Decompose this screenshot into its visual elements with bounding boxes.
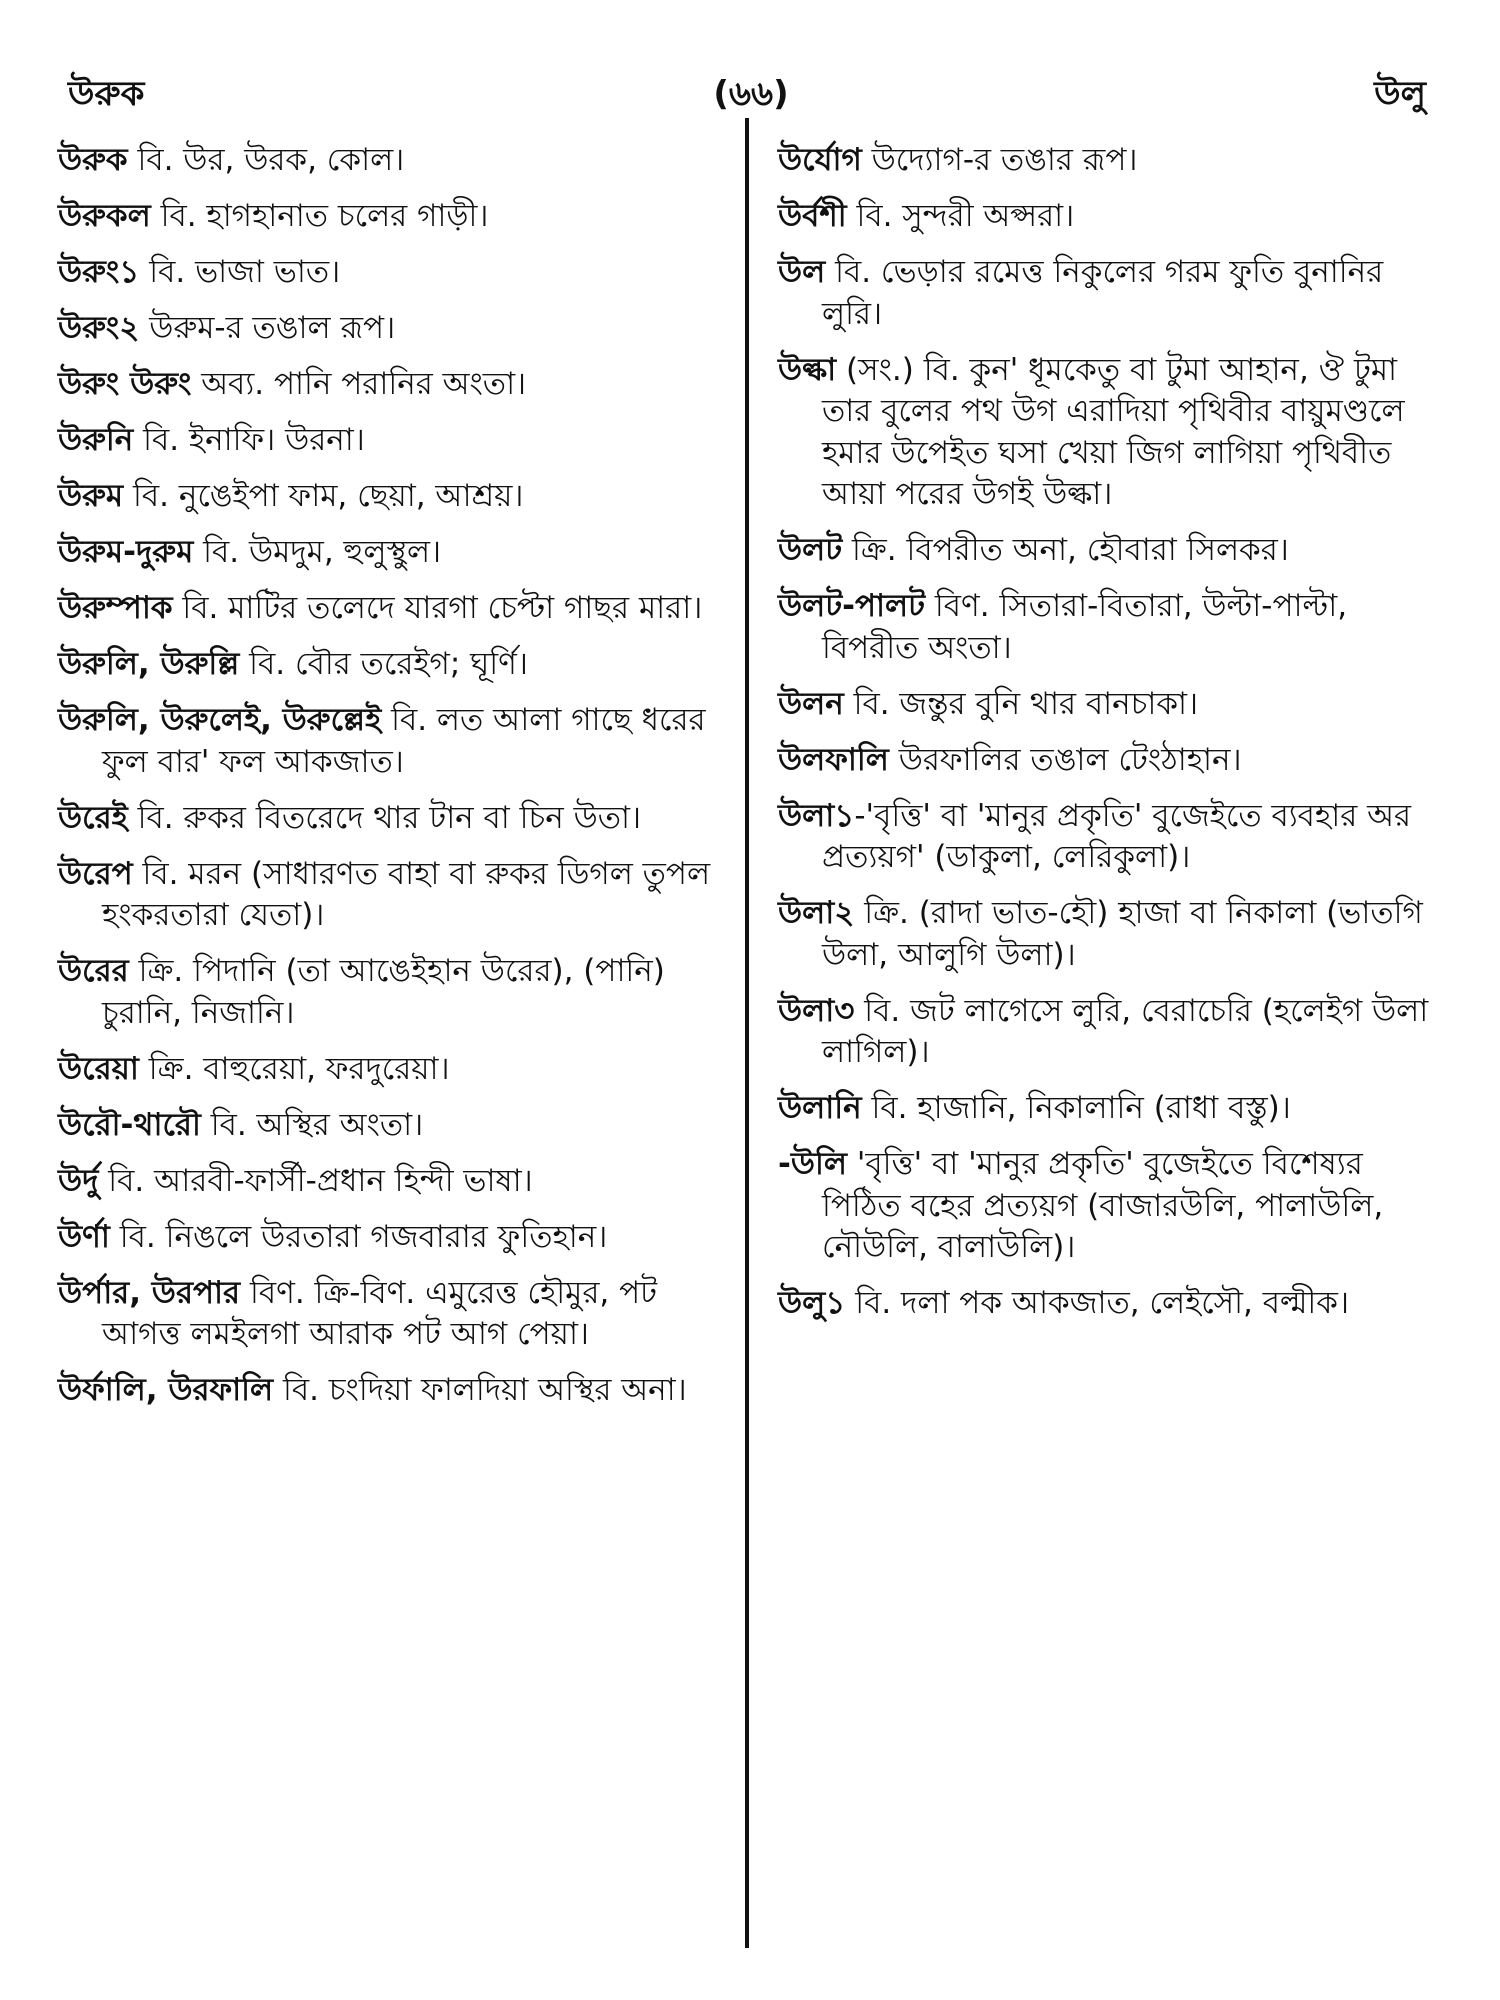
definition: বি. অস্থির অংতা। [200,1106,424,1143]
headword: উরুং উরুং [58,366,192,402]
headword: উরুকল [58,198,151,234]
dictionary-entry [58,364,720,406]
headword: উরুং১ [58,254,140,290]
dictionary-entry [778,586,1450,669]
headword: উরেই [58,799,128,836]
dictionary-entry [778,893,1450,976]
definition: বি. ইনাফি। উরনা। [133,422,365,458]
dictionary-entry [778,350,1450,516]
headword: উর্বশী [778,198,847,234]
definition: বি. বৌর তরেইগ; ঘূর্ণি। [239,646,528,682]
definition: বি. সুন্দরী অপ্সরা। [846,198,1075,234]
dictionary-entry [778,1283,1450,1325]
headword: উলট-পালট [778,588,926,624]
headword: উরুলি, উরুল্লি [58,646,240,682]
headword: উরের [58,953,129,989]
dictionary-entry [58,308,720,350]
headword: -উলি [778,1146,847,1182]
definition: বি. ভেড়ার রমেত্ত নিকুলের গরম ফুতি বুনানির লুরি। [822,254,1384,332]
dictionary-entry [58,798,720,840]
headword: উলানি [778,1090,862,1126]
header-right-guide-word: উলু [1374,74,1426,114]
definition: বি. রুকর বিতরেদে থার টান বা চিন উতা। [127,799,642,836]
dictionary-entry [58,196,720,238]
dictionary-entry [58,1105,720,1147]
dictionary-entry [778,991,1450,1074]
definition: অব্য. পানি পরানির অংতা। [191,366,527,402]
definition: ক্রি. বিপরীত অনা, হৌবারা সিলকর। [842,532,1289,568]
dictionary-entry [58,1217,720,1259]
dictionary-entry [58,700,720,783]
dictionary-entry [778,252,1450,335]
definition: বি. নুঙেইপা ফাম, ছেয়া, আশ্রয়। [123,478,524,514]
dictionary-entry [778,684,1450,726]
definition: ক্রি. (রাদা ভাত-হৌ) হাজা বা নিকালা (ভাতগি উলা, আলুগি উলা)। [822,895,1423,973]
left-column [58,140,720,1426]
dictionary-entry [778,196,1450,238]
dictionary-entry [58,1273,720,1356]
dictionary-entry [778,1144,1450,1269]
headword: উলফালি [778,741,889,778]
dictionary-entry [58,476,720,518]
definition: উরুম-র তঙাল রূপ। [139,310,396,346]
definition: বিণ. ক্রি-বিণ. এমুরেত্ত হৌমুর, পট আগত্ত লমইলগা আরাক পট আগ পেয়া। [102,1274,658,1352]
headword: উল্কা [778,351,837,388]
definition: বি. আরবী-ফার্সী-প্রধান হিন্দী ভাষা। [98,1162,533,1199]
definition: উরফালির তঙাল টেংঠাহান। [888,741,1242,778]
right-column [778,140,1450,1339]
headword: উরৌ-থারৌ [58,1106,201,1143]
definition: উদ্যোগ-র তঙার রূপ। [861,142,1138,178]
definition: বি. উর, উরক, কোল। [127,142,405,178]
dictionary-entry [58,420,720,462]
dictionary-entry [58,644,720,686]
dictionary-entry [58,588,720,630]
dictionary-entry [58,252,720,294]
definition: বি. মরন (সাধারণত বাহা বা রুকর ডিগল তুপল হংকরতারা যেতা)। [102,855,711,933]
headword: উরুম-দুরুম [58,534,194,570]
headword: উলট [778,532,843,568]
page-number: (৬৬) [713,74,789,114]
headword: উরুম [58,478,124,514]
dictionary-entry [778,740,1450,782]
definition: বি. ভাজা ভাত। [139,254,341,290]
dictionary-entry [58,1161,720,1203]
definition: বিণ. সিতারা-বিতারা, উল্টা-পাল্টা, বিপরীত অংতা। [822,588,1348,666]
definition: বি. হাগহানাত চলের গাড়ী। [150,198,489,234]
headword: উলা১ [778,797,855,834]
headword: উরুক [58,142,128,178]
dictionary-entry [778,1088,1450,1130]
headword: উলা২ [778,895,855,931]
headword: উরুম্পাক [58,590,173,626]
headword: উল [778,254,826,290]
definition: ক্রি. বাহুরেয়া, ফরদুরেয়া। [138,1050,450,1087]
headword: উলু১ [778,1285,846,1321]
definition: 'বৃত্তি' বা 'মানুর প্রকৃতি' বুজেইতে বিশেষ্যর পিঠিত বহের প্রত্যয়গ (বাজারউলি, পালাউলি, নৌউলি, বালাউলি)। [822,1146,1384,1265]
definition: বি. চংদিয়া ফালদিয়া অস্থির অনা। [273,1372,687,1408]
definition: ক্রি. পিদানি (তা আঙেইহান উরের), (পানি) চুরানি, নিজানি। [102,953,665,1031]
page-header [62,62,1440,122]
dictionary-entry [58,951,720,1034]
definition: বি. জন্তুর বুনি থার বানচাকা। [843,685,1199,722]
definition: বি. জট লাগেসে লুরি, বেরাচেরি (হলেইগ উলা লাগিল)। [822,992,1429,1070]
headword: উলন [778,685,844,722]
dictionary-entry [58,1049,720,1091]
dictionary-entry [58,532,720,574]
headword: উরেয়া [58,1050,139,1087]
headword: উরুলি, উরুলেই, উরুল্লেই [58,702,382,738]
headword: উর্পার, উরপার [58,1274,241,1311]
headword: উরেপ [58,855,133,892]
definition: বি. নিঙলে উরতারা গজবারার ফুতিহান। [109,1218,608,1255]
dictionary-entry [58,1370,720,1412]
definition: বি. লত আলা গাছে ধরের ফুল বার' ফল আকজাত। [102,702,706,780]
definition: বি. মাটির তলেদে যারগা চেপ্টা গাছর মারা। [172,590,703,626]
headword: উর্দু [58,1162,99,1199]
headword: উরুনি [58,422,134,458]
headword: উলা৩ [778,992,855,1029]
column-divider [745,118,749,1948]
headword: উর্যোগ [778,142,862,178]
dictionary-entry [778,530,1450,572]
dictionary-entry [58,854,720,937]
header-left-guide-word: উরুক [68,74,145,114]
headword: উরুং২ [58,310,140,346]
headword: উর্ণা [58,1218,110,1255]
headword: উর্ফালি, উরফালি [58,1372,274,1408]
definition: বি. উমদুম, হুলুস্থুল। [193,534,442,570]
dictionary-entry [778,796,1450,879]
dictionary-entry [778,140,1450,182]
definition: (সং.) বি. কুন' ধূমকেতু বা টুমা আহান, ঔ টুমা তার বুলের পথ উগ এরাদিয়া পৃথিবীর বায়ুমণ্ডলে হমার উপেইত ঘসা খেয়া জিগ লাগিয়া পৃথিবীত আয়া পরের উগই উল্কা। [822,351,1405,512]
definition: বি. হাজানি, নিকালানি (রাধা বস্তু)। [861,1090,1291,1126]
dictionary-entry [58,140,720,182]
definition: -'বৃত্তি' বা 'মানুর প্রকৃতি' বুজেইতে ব্যবহার অর প্রত্যয়গ' (ডাকুলা, লেরিকুলা)। [822,797,1412,875]
definition: বি. দলা পক আকজাত, লেইসৌ, বল্মীক। [845,1285,1350,1321]
